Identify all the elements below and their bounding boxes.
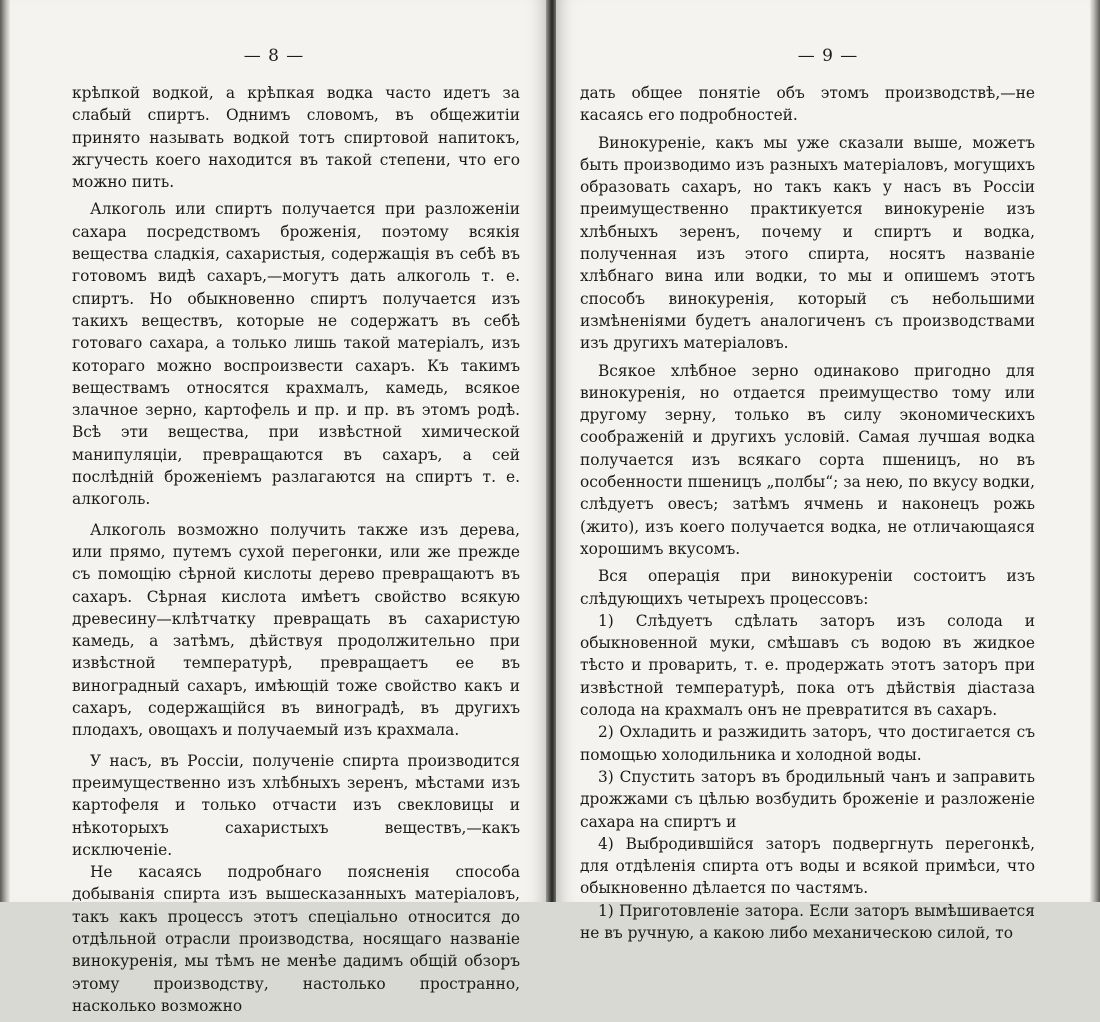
right-page-text [580,82,1035,949]
right-page [556,0,1100,942]
left-paragraph-2: Алкоголь или спиртъ получается при разложеніи сахара посредствомъ броженія, поэтому всякія вещества сладкія, сахаристыя, содержащія въ себѣ въ готовомъ видѣ сахаръ,—могутъ дать алкоголь т. е. спиртъ. Но обыкновенно спиртъ получается изъ такихъ веществъ, которые не содержатъ въ себѣ готоваго сахара, а только лишь такой матеріалъ, изъ котораго можно воспроизвести сахаръ. Къ такимъ веществамъ относятся крахмалъ, камедь, всякое злачное зерно, картофель и пр. и пр. въ этомъ родѣ. Всѣ эти вещества, при извѣстной химической манипуляціи, превращаются въ сахаръ, а сей послѣдній броженіемъ разлагаются на спиртъ т. е. алкоголь. [72,200,520,509]
right-paragraph-6: 2) Охладить и разжидить заторъ, что достигается съ помощью холодильника и холодной воды. [580,723,1035,764]
right-paragraph-2: Винокуреніе, какъ мы уже сказали выше, можетъ быть производимо изъ разныхъ матеріаловъ, могущихъ образовать сахаръ, но такъ какъ у насъ въ Россіи преимущественно практикуется винокуреніе изъ хлѣбныхъ зеренъ, почему и спиртъ и водка, полученная изъ этого спирта, носятъ названіе хлѣбнаго вина или водки, то мы и опишемъ этотъ способъ винокуренія, который съ небольшими измѣненіями будетъ аналогиченъ съ производствами изъ другихъ матеріаловъ. [580,133,1035,353]
right-page-edge [1090,0,1100,902]
right-paragraph-3: Всякое хлѣбное зерно одинаково пригодно для винокуренія, но отдается преимущество тому или другому зерну, только въ силу экономическихъ соображеній и другихъ условій. Самая лучшая водка получается изъ всякаго сорта пшеницъ, но въ особенности пшеницъ „полбы“; за нею, по вкусу водки, слѣдуетъ овесъ; затѣмъ ячмень и наконецъ рожь (жито), изъ коего получается водка, не отличающаяся хорошимъ вкусомъ. [580,361,1035,558]
left-page-text [72,82,520,1022]
right-paragraph-5: 1) Слѣдуетъ сдѣлать заторъ изъ солода и обыкновенной муки, смѣшавъ съ водою въ жидкое тѣсто и проварить, т. е. продержать этотъ заторъ при извѣстной температурѣ, пока отъ дѣйствія діастаза солода на крахмалъ онъ не превратится въ сахаръ. [580,611,1035,720]
right-paragraph-9: 1) Приготовленіе затора. Если заторъ вымѣшивается не въ ручную, а какою либо механическою силой, то [580,901,1035,942]
right-paragraph-7: 3) Спустить заторъ въ бродильный чанъ и заправить дрожжами съ цѣлью возбудить броженіе и разложеніе сахара на спиртъ и [580,767,1035,831]
left-page-number: — 8 — [243,46,305,66]
left-page [0,0,548,1015]
left-paragraph-1: крѣпкой водкой, а крѣпкая водка часто идетъ за слабый спиртъ. Однимъ словомъ, въ общежитіи принято называть водкой тотъ спиртовой напитокъ, жгучесть коего находится въ такой степени, что его можно пить. [72,84,520,192]
right-paragraph-8: 4) Выбродившійся заторъ подвергнуть перегонкѣ, для отдѣленія спирта отъ воды и всякой примѣси, что обыкновенно дѣлается по частямъ. [580,834,1035,898]
left-page-edge [0,0,10,902]
right-page-number: — 9 — [797,46,859,66]
left-paragraph-5: Не касаясь подробнаго поясненія способа добыванія спирта изъ вышесказанныхъ матеріаловъ, такъ какъ процессъ этотъ спеціально относится до отдѣльной отрасли производства, носящаго названіе винокуренія, мы тѣмъ не менѣе дадимъ общій обзоръ этому производству, настолько пространно, насколько возможно [72,863,520,1015]
right-paragraph-4: Вся операція при винокуреніи состоитъ изъ слѣдующихъ четырехъ процессовъ: [580,567,1035,608]
left-paragraph-3: Алкоголь возможно получить также изъ дерева, или прямо, путемъ сухой перегонки, или же прежде съ помощію сѣрной кислоты дерево превращаютъ въ сахаръ. Сѣрная кислота имѣетъ свойство всякую древесину—клѣтчатку превращать въ сахаристую камедь, а затѣмъ, дѣйствуя продолжительно при извѣстной температурѣ, превращаетъ ее въ виноградный сахаръ, имѣющій тоже свойство какъ и сахаръ, содержащійся въ виноградѣ, въ другихъ плодахъ, овощахъ и получаемый изъ крахмала. [72,520,520,740]
left-paragraph-4: У насъ, въ Россіи, полученіе спирта производится преимущественно изъ хлѣбныхъ зеренъ, мѣстами изъ картофеля и только отчасти изъ свекловицы и нѣкоторыхъ сахаристыхъ веществъ,—какъ исключеніе. [72,751,520,859]
right-paragraph-1: дать общее понятіе объ этомъ производствѣ,—не касаясь его подробностей. [580,84,1035,125]
